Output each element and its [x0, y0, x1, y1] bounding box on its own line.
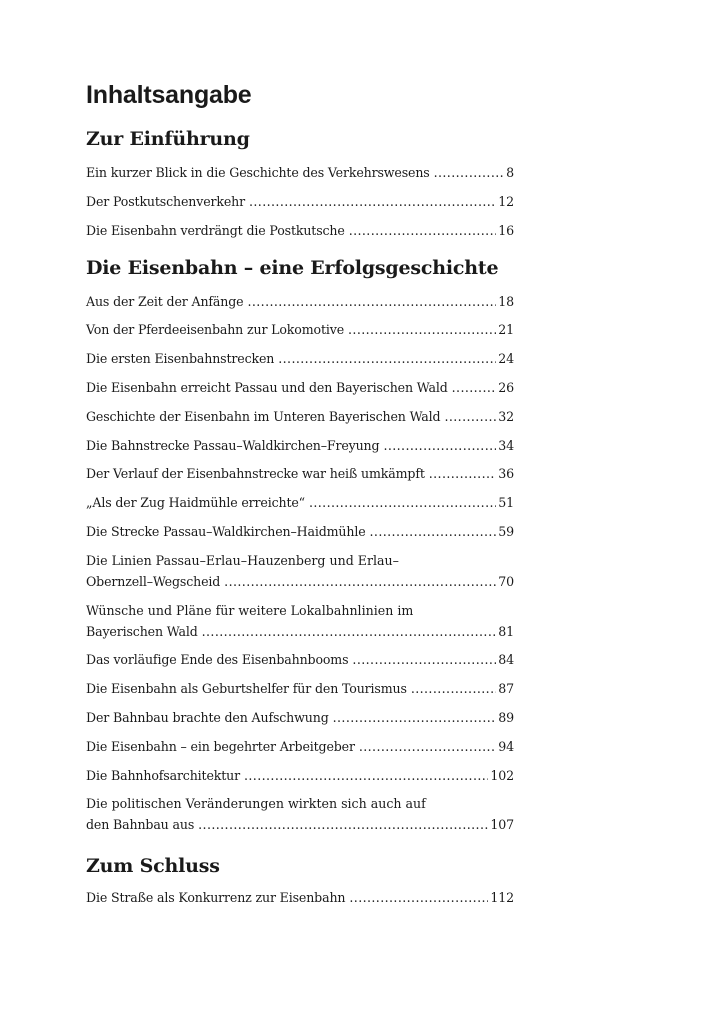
dot-leader — [244, 765, 488, 786]
dot-leader — [247, 291, 496, 312]
toc-entries — [86, 291, 514, 836]
entry-page-number: 102 — [490, 767, 514, 783]
entry-title: Die Strecke Passau–Waldkirchen–Haidmühle — [86, 523, 366, 539]
entry-title: Die Eisenbahn als Geburtshelfer für den Tourismus — [86, 681, 407, 697]
toc-section — [86, 126, 514, 241]
entry-page-number: 12 — [498, 193, 514, 209]
dot-leader — [452, 377, 497, 398]
entry-page-number: 26 — [498, 379, 514, 395]
toc-entry — [86, 550, 514, 592]
toc-entry — [86, 406, 514, 427]
entry-page-number: 112 — [490, 890, 514, 906]
toc-entries — [86, 162, 514, 241]
entry-title: Die Eisenbahn erreicht Passau und den Bayerischen Wald — [86, 379, 448, 395]
entry-page-number: 16 — [498, 222, 514, 238]
toc-section — [86, 255, 514, 836]
entry-title: Das vorläufige Ende des Eisenbahnbooms — [86, 652, 349, 668]
entry-page-number: 107 — [490, 817, 514, 833]
entry-page-number: 59 — [498, 523, 514, 539]
entry-page-number: 81 — [498, 623, 514, 639]
entry-title: Die Eisenbahn – ein begehrter Arbeitgeber — [86, 738, 355, 754]
entry-title: „Als der Zug Haidmühle erreichte“ — [86, 495, 305, 511]
dot-leader — [333, 707, 497, 728]
toc-entry — [86, 887, 514, 908]
entry-page-number: 18 — [498, 293, 514, 309]
toc-entry — [86, 492, 514, 513]
entry-title: Die Bahnstrecke Passau–Waldkirchen–Freyung — [86, 437, 380, 453]
dot-leader — [429, 463, 497, 484]
section-title: Zum Schluss — [86, 855, 220, 878]
toc-section — [86, 853, 514, 908]
page-title: Inhaltsangabe — [86, 81, 252, 109]
entry-title: Die Straße als Konkurrenz zur Eisenbahn — [86, 890, 346, 906]
dot-leader — [370, 521, 497, 542]
toc-entry — [86, 377, 514, 398]
dot-leader — [434, 162, 505, 183]
toc-entry — [86, 600, 514, 642]
entry-page-number: 34 — [498, 437, 514, 453]
entry-page-number: 32 — [498, 408, 514, 424]
dot-leader — [224, 571, 496, 592]
dot-leader — [383, 435, 496, 456]
dot-leader — [278, 348, 496, 369]
toc-entry — [86, 162, 514, 183]
toc-entry — [86, 220, 514, 241]
entry-page-number: 51 — [498, 495, 514, 511]
entry-title: Die Eisenbahn verdrängt die Postkutsche — [86, 222, 345, 238]
entry-page-number: 24 — [498, 351, 514, 367]
entry-title: Der Verlauf der Eisenbahnstrecke war heiß umkämpft — [86, 466, 425, 482]
entry-title: Bayerischen Wald — [86, 623, 198, 639]
toc-sections — [86, 126, 514, 908]
dot-leader — [309, 492, 496, 513]
toc-entry — [86, 319, 514, 340]
entry-title: Von der Pferdeeisenbahn zur Lokomotive — [86, 322, 345, 338]
entry-page-number: 87 — [498, 681, 514, 697]
entry-page-number: 94 — [498, 738, 514, 754]
entry-title: Die Bahnhofsarchitektur — [86, 767, 240, 783]
entry-page-number: 84 — [498, 652, 514, 668]
toc-entry — [86, 348, 514, 369]
entry-title-line: Wünsche und Pläne für weitere Lokalbahnlinien im — [86, 602, 414, 618]
dot-leader — [352, 649, 496, 670]
entry-title: den Bahnbau aus — [86, 817, 195, 833]
toc-entry — [86, 191, 514, 212]
entry-title: Ein kurzer Blick in die Geschichte des Verkehrswesens — [86, 165, 430, 180]
toc-entry — [86, 678, 514, 699]
section-title: Zur Einführung — [86, 128, 250, 150]
entry-title: Der Postkutschenverkehr — [86, 193, 245, 209]
dot-leader — [444, 406, 496, 427]
table-of-contents — [86, 78, 514, 908]
toc-entry — [86, 707, 514, 728]
section-title: Die Eisenbahn – eine Erfolgsgeschichte — [86, 256, 499, 279]
toc-entry — [86, 765, 514, 786]
entry-page-number: 36 — [498, 466, 514, 482]
toc-entry — [86, 736, 514, 757]
dot-leader — [359, 736, 496, 757]
dot-leader — [249, 191, 496, 212]
toc-entry — [86, 649, 514, 670]
dot-leader — [348, 319, 496, 340]
entry-title: Aus der Zeit der Anfänge — [86, 293, 244, 309]
entry-page-number: 21 — [498, 322, 514, 338]
dot-leader — [349, 887, 488, 908]
entry-title-line: Die Linien Passau–Erlau–Hauzenberg und Erlau– — [86, 552, 399, 568]
dot-leader — [411, 678, 496, 699]
toc-entry — [86, 521, 514, 542]
dot-leader — [202, 621, 497, 642]
dot-leader — [349, 220, 497, 241]
entry-title-line: Die politischen Veränderungen wirkten sich auch auf — [86, 796, 426, 812]
entry-page-number: 70 — [498, 573, 514, 589]
toc-entry — [86, 463, 514, 484]
toc-entries — [86, 887, 514, 908]
entry-title: Der Bahnbau brachte den Aufschwung — [86, 709, 329, 725]
toc-entry — [86, 793, 514, 835]
entry-title: Obernzell–Wegscheid — [86, 573, 221, 589]
dot-leader — [198, 814, 488, 835]
entry-page-number: 8 — [506, 165, 514, 180]
entry-title: Geschichte der Eisenbahn im Unteren Bayerischen Wald — [86, 408, 441, 424]
entry-title: Die ersten Eisenbahnstrecken — [86, 351, 275, 367]
toc-entry — [86, 291, 514, 312]
toc-entry — [86, 435, 514, 456]
entry-page-number: 89 — [498, 709, 514, 725]
